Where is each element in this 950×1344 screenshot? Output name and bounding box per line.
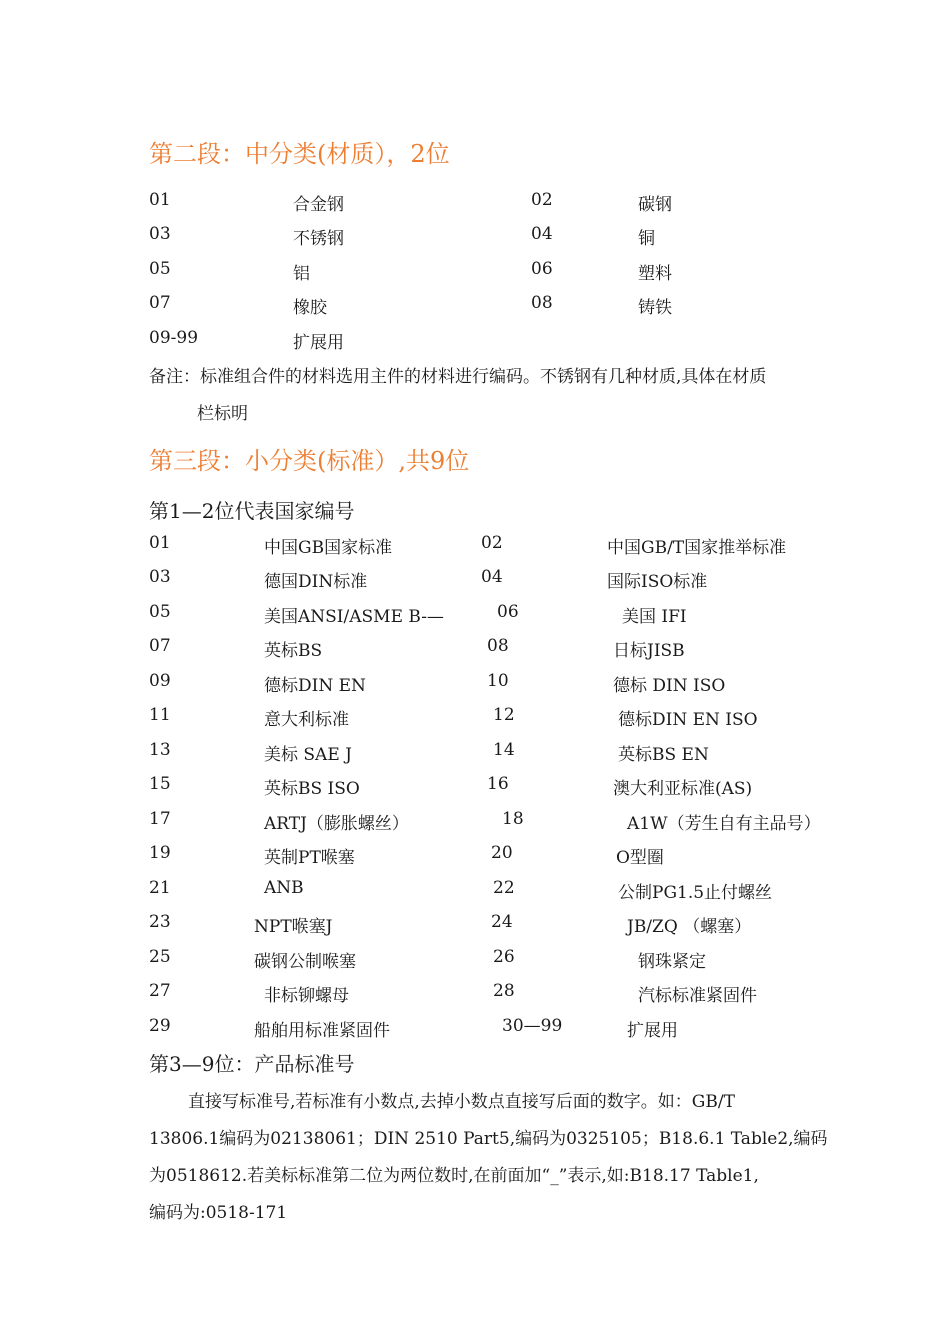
section3-title: 第三段：小分类(标准）,共9位 <box>149 447 470 475</box>
standard-label: JB/ZQ （螺塞） <box>627 917 752 937</box>
material-row <box>0 293 950 323</box>
standard-code: 15 <box>149 774 171 794</box>
standard-row <box>0 878 950 908</box>
standard-row <box>0 567 950 597</box>
standard-row <box>0 947 950 977</box>
standard-code: 20 <box>491 843 513 863</box>
material-label: 橡胶 <box>293 298 327 318</box>
material-row <box>0 224 950 254</box>
standard-row <box>0 809 950 839</box>
material-label: 铜 <box>638 229 655 249</box>
standard-row <box>0 912 950 942</box>
material-label: 不锈钢 <box>293 229 344 249</box>
standard-code: 05 <box>149 602 171 622</box>
standard-label: NPT喉塞J <box>254 917 333 937</box>
standard-code: 25 <box>149 947 171 967</box>
standard-code: 03 <box>149 567 171 587</box>
note-line: 备注：标准组合件的材料选用主件的材料进行编码。不锈钢有几种材质,具体在材质 <box>149 367 767 387</box>
standard-label: 德标 DIN ISO <box>613 676 726 696</box>
standard-code: 01 <box>149 533 171 553</box>
standard-label: 英标BS ISO <box>264 779 360 799</box>
standard-row <box>0 705 950 735</box>
standard-label: A1W（芳生自有主品号） <box>627 814 821 834</box>
standard-label: 公制PG1.5止付螺丝 <box>618 883 773 903</box>
standard-code: 07 <box>149 636 171 656</box>
material-code: 05 <box>149 259 171 279</box>
material-label: 塑料 <box>638 264 672 284</box>
standard-label: 钢珠紧定 <box>638 952 706 972</box>
material-code: 02 <box>531 190 553 210</box>
standard-label: 澳大利亚标准(AS) <box>613 779 753 799</box>
material-code: 04 <box>531 224 553 244</box>
material-label: 碳钢 <box>638 195 672 215</box>
standard-row <box>0 740 950 770</box>
standard-label: 意大利标准 <box>264 710 349 730</box>
paragraph-line: 13806.1编码为02138061；DIN 2510 Part5,编码为0325105；B18.6.1 Table2,编码 <box>149 1129 828 1149</box>
standard-label: 船舶用标准紧固件 <box>254 1021 390 1041</box>
standard-label: 汽标标准紧固件 <box>638 986 757 1006</box>
standard-code: 04 <box>481 567 503 587</box>
standard-label: ARTJ（膨胀螺丝） <box>264 814 409 834</box>
material-code: 07 <box>149 293 171 313</box>
material-label: 铸铁 <box>638 298 672 318</box>
standard-code: 11 <box>149 705 171 725</box>
country-code-subtitle: 第1—2位代表国家编号 <box>149 499 355 523</box>
material-code: 06 <box>531 259 553 279</box>
section2-title: 第二段：中分类(材质），2位 <box>149 140 450 168</box>
standard-row <box>0 981 950 1011</box>
standard-label: 德国DIN标准 <box>264 572 368 592</box>
material-label: 铝 <box>293 264 310 284</box>
standard-label: ANB <box>264 878 304 898</box>
paragraph-line: 编码为:0518-171 <box>149 1203 288 1223</box>
material-label: 扩展用 <box>293 333 344 353</box>
standard-label: 美标 SAE J <box>264 745 352 765</box>
standard-code: 09 <box>149 671 171 691</box>
paragraph-line: 直接写标准号,若标准有小数点,去掉小数点直接写后面的数字。如：GB/T <box>188 1092 735 1112</box>
standard-row <box>0 843 950 873</box>
material-row <box>0 328 950 358</box>
standard-row <box>0 533 950 563</box>
standard-label: 英标BS <box>264 641 323 661</box>
standard-label: 非标铆螺母 <box>264 986 349 1006</box>
standard-label: 扩展用 <box>627 1021 678 1041</box>
material-code: 09-99 <box>149 328 199 348</box>
standard-code: 22 <box>493 878 515 898</box>
standard-label: 英标BS EN <box>618 745 709 765</box>
paragraph-line: 为0518612.若美标标准第二位为两位数时,在前面加“_”表示,如:B18.17 Table1, <box>149 1166 759 1186</box>
standard-code: 24 <box>491 912 513 932</box>
standard-code: 08 <box>487 636 509 656</box>
material-row <box>0 259 950 289</box>
standard-code: 21 <box>149 878 171 898</box>
standard-code: 10 <box>487 671 509 691</box>
standard-label: 国际ISO标准 <box>607 572 708 592</box>
material-code: 03 <box>149 224 171 244</box>
standard-row <box>0 1016 950 1046</box>
standard-code: 28 <box>493 981 515 1001</box>
standard-code: 14 <box>493 740 515 760</box>
note-line: 栏标明 <box>197 404 248 424</box>
standard-code: 12 <box>493 705 515 725</box>
standard-code: 18 <box>502 809 524 829</box>
material-code: 08 <box>531 293 553 313</box>
standard-row <box>0 671 950 701</box>
standard-code: 27 <box>149 981 171 1001</box>
standard-label: 德标DIN EN <box>264 676 366 696</box>
standard-row <box>0 602 950 632</box>
standard-label: 美国 IFI <box>622 607 687 627</box>
standard-label: 日标JISB <box>613 641 685 661</box>
standard-row <box>0 774 950 804</box>
standard-code: 06 <box>497 602 519 622</box>
standard-code: 02 <box>481 533 503 553</box>
material-row <box>0 190 950 220</box>
material-code: 01 <box>149 190 171 210</box>
product-standard-subtitle: 第3—9位：产品标准号 <box>149 1052 355 1076</box>
standard-code: 19 <box>149 843 171 863</box>
standard-label: 德标DIN EN ISO <box>618 710 758 730</box>
standard-label: 英制PT喉塞 <box>264 848 355 868</box>
standard-label: 中国GB/T国家推举标准 <box>607 538 787 558</box>
material-label: 合金钢 <box>293 195 344 215</box>
standard-code: 17 <box>149 809 171 829</box>
standard-label: 碳钢公制喉塞 <box>254 952 356 972</box>
standard-row <box>0 636 950 666</box>
standard-code: 29 <box>149 1016 171 1036</box>
standard-code: 13 <box>149 740 171 760</box>
standard-label: 美国ANSI/ASME B-— <box>264 607 444 627</box>
standard-code: 16 <box>487 774 509 794</box>
standard-label: 中国GB国家标准 <box>264 538 393 558</box>
standard-code: 30—99 <box>502 1016 563 1036</box>
standard-label: O型圈 <box>616 848 664 868</box>
standard-code: 23 <box>149 912 171 932</box>
standard-code: 26 <box>493 947 515 967</box>
